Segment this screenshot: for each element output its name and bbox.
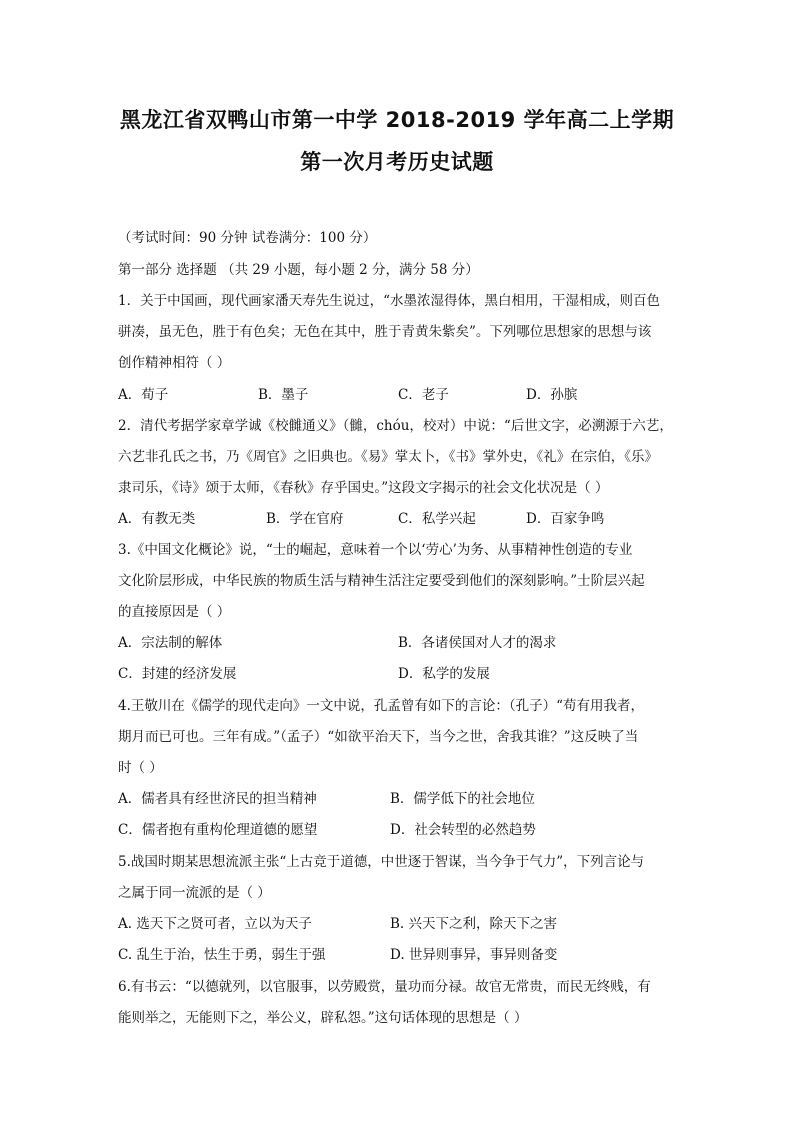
option-a: A．儒者具有经世济民的担当精神 xyxy=(118,791,317,807)
exam-info: （考试时间：90 分钟 试卷满分：100 分） xyxy=(118,230,377,246)
option-a: A．有教无类 xyxy=(118,511,196,527)
option-d: D. 世异则事异，事异则备变 xyxy=(390,947,558,963)
option-b: B．儒学低下的社会地位 xyxy=(390,791,535,807)
title-line-2: 第一次月考历史试题 xyxy=(300,150,494,174)
option-a: A．宗法制的解体 xyxy=(118,635,223,651)
option-a: A. 选天下之贤可者，立以为天子 xyxy=(118,916,312,932)
option-c: C．儒者抱有重构伦理道德的愿望 xyxy=(118,822,318,838)
question-line: 1．关于中国画，现代画家潘天寿先生说过，“水墨浓湿得体，黑白相用，干湿相成，则百色 xyxy=(118,293,660,309)
question-line: 文化阶层形成，中华民族的物质生活与精神生活注定要受到他们的深刻影响。”士阶层兴起 xyxy=(118,573,645,589)
question-line: 能则举之，无能则下之，举公义，辟私怨。”这句话体现的思想是（ ） xyxy=(118,1010,528,1026)
option-d: D．孙膑 xyxy=(526,387,578,403)
question-line: 6.有书云：“以德就列，以官服事，以劳殿赏，量功而分禄。故官无常贵，而民无终贱，有 xyxy=(118,979,651,995)
question-line: 4.王敬川在《儒学的现代走向》一文中说，孔孟曾有如下的言论：（孔子）“苟有用我者， xyxy=(118,698,645,714)
option-b: B. 兴天下之利，除天下之害 xyxy=(390,916,558,932)
option-c: C．封建的经济发展 xyxy=(118,666,237,682)
question-line: 六艺非孔氏之书，乃《周官》之旧典也。《易》掌太卜，《书》掌外史，《礼》在宗伯，《乐》 xyxy=(118,449,658,465)
question-line: 骈凑，虽无色，胜于有色矣；无色在其中，胜于青黄朱紫矣”。下列哪位思想家的思想与该 xyxy=(118,324,652,340)
option-b: B．墨子 xyxy=(258,387,309,403)
question-line: 隶司乐，《诗》颂于太师，《春秋》存乎国史。”这段文字揭示的社会文化状况是（ ） xyxy=(118,480,609,496)
option-b: B．各诸侯国对人才的渴求 xyxy=(398,635,557,651)
option-c: C. 乱生于治，怯生于勇，弱生于强 xyxy=(118,947,326,963)
option-d: D．百家争鸣 xyxy=(526,511,605,527)
question-line: 期月而已可也。三年有成。”（孟子）“如欲平治天下，当今之世，舍我其谁？”这反映了当 xyxy=(118,729,639,745)
option-c: C．私学兴起 xyxy=(398,511,476,527)
option-d: D．私学的发展 xyxy=(398,666,490,682)
section-heading: 第一部分 选择题 （共 29 小题，每小题 2 分，满分 58 分） xyxy=(118,262,479,278)
option-c: C．老子 xyxy=(398,387,449,403)
title-line-1: 黑龙江省双鸭山市第一中学 2018-2019 学年高二上学期 xyxy=(119,108,675,132)
question-line: 2．清代考据学家章学诚《校雠通义》（雠，chóu，校对）中说：“后世文字，必溯源于六艺， xyxy=(118,418,673,434)
option-a: A．荀子 xyxy=(118,387,169,403)
question-line: 之属于同一流派的是（ ） xyxy=(118,885,271,901)
question-line: 5.战国时期某思想流派主张“上古竞于道德，中世逐于智谋，当今争于气力”，下列言论与 xyxy=(118,854,645,870)
option-d: D．社会转型的必然趋势 xyxy=(390,822,536,838)
question-line: 3.《中国文化概论》说，“士的崛起，意味着一个以‘劳心’为务、从事精神性创造的专业 xyxy=(118,542,633,558)
option-b: B．学在官府 xyxy=(266,511,344,527)
question-line: 的直接原因是（ ） xyxy=(118,604,231,620)
question-line: 时（ ） xyxy=(118,760,163,776)
question-line: 创作精神相符（ ） xyxy=(118,355,231,371)
